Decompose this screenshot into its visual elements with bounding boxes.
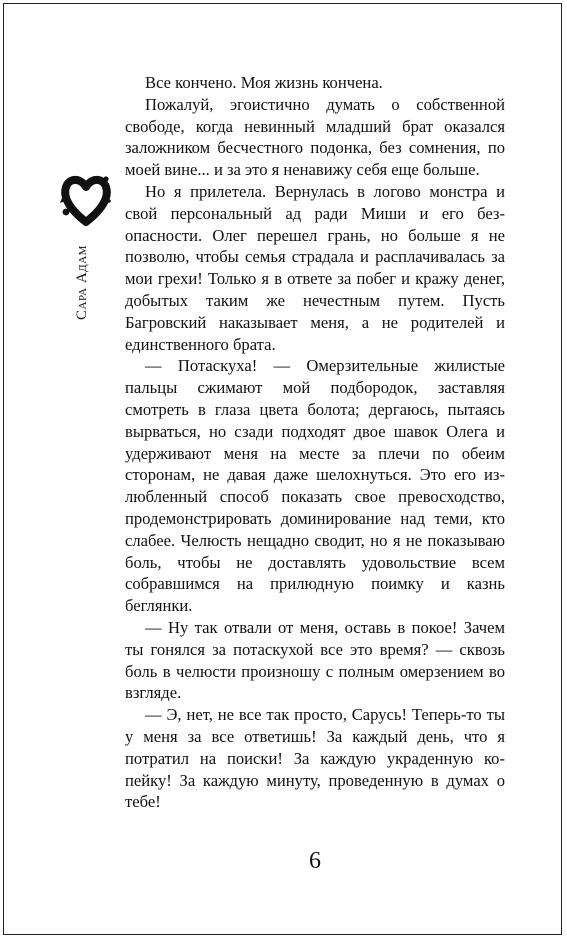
paragraph: — Потаскуха! — Омерзительные жилистые пальцы сжимают мой подбородок, заставляя смотреть в глаза цвета болота; дергаюсь, пытаясь вырваться, но сзади подходят двое шавок Олега и удерживают меня на месте за плечи по обеим сторонам, не давая даже шелохнуться. Это его излюбленный способ показать свое превосходство, продемонстрировать доминирование над теми, кто слабее. Челюсть нещадно сводит, но я не показываю боль, чтобы не доставлять удовольствие всем собравшимся на прилюдную поимку и казнь беглянки. [125,356,505,616]
paragraph: Все кончено. Моя жизнь кончена. [145,73,383,92]
paragraph: Но я прилетела. Вернулась в логово монстра и свой персональный ад ради Миши и его безопасности. Олег перешел грань, но больше я не позволю, чтобы семья страдала и расплачивалась за мои грехи! Только я в ответе за побег и кражу денег, добытых таким же нечестным путем. Пусть Багровский наказывает меня, а не родителей и единственного брата. [125,181,505,354]
paragraph: — Э, нет, не все так просто, Сарусь! Теперь-то ты у меня за все ответишь! За каждый день, что я потратил на поиски! За каждую украденную копейку! За каждую минуту, проведенную в думах о тебе! [125,705,505,812]
author-name: Сара Адам [74,245,90,320]
paragraph: — Ну так отвали от меня, оставь в покое! Зачем ты гонялся за потаскухой все это время? — сквозь боль в челюсти произношу с полным омерзением во взгляде. [125,617,505,703]
paragraph: Пожалуй, эгоистично думать о собственной свободе, когда невинный младший брат оказался заложником бесчестного подонка, без сомнения, по моей вине... и за это я ненавижу себя еще больше. [125,94,505,180]
body-text [125,72,505,813]
page-number: 6 [309,848,321,874]
running-head [60,172,112,332]
